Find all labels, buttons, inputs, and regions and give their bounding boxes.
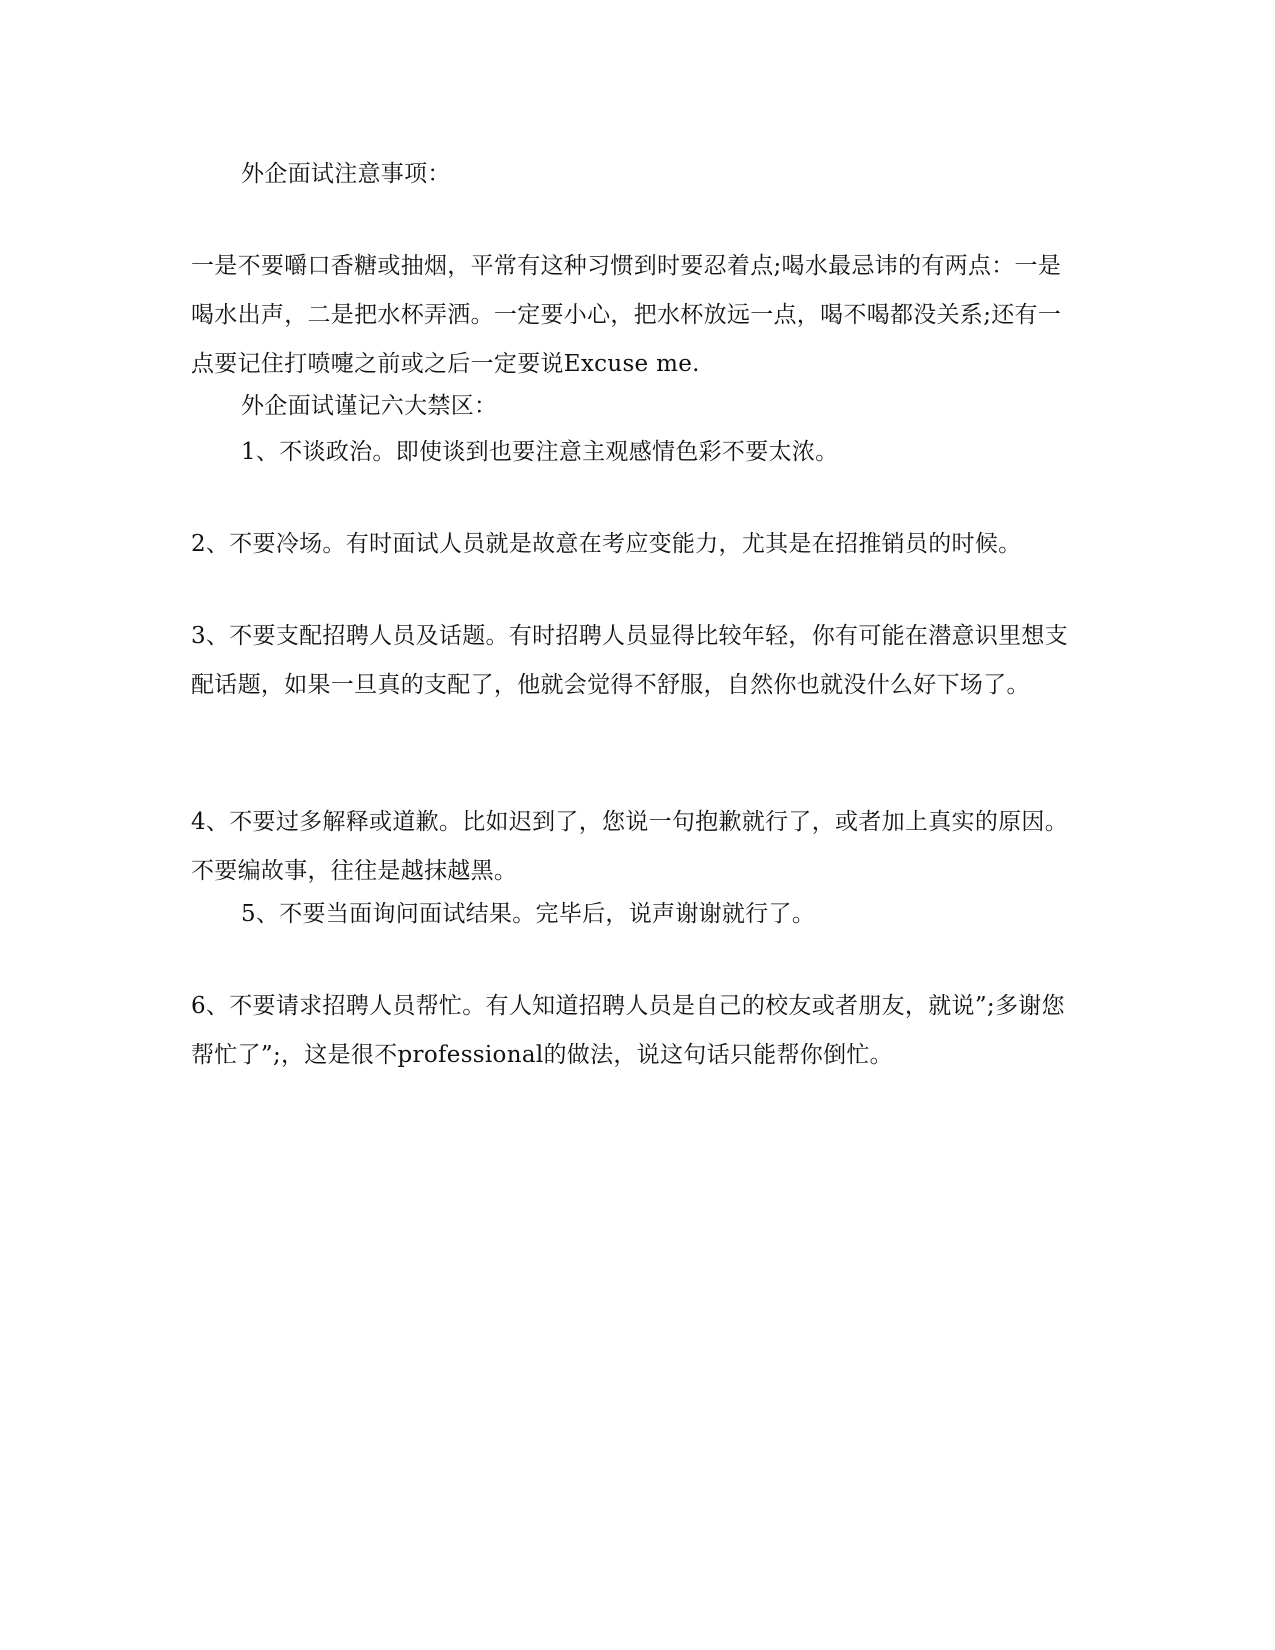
taboo-item-3: 3、不要支配招聘人员及话题。有时招聘人员显得比较年轻，你有可能在潜意识里想支配话题，如果一旦真的支配了，他就会觉得不舒服，自然你也就没什么好下场了。 — [191, 623, 1069, 698]
heading-six-taboos: 外企面试谨记六大禁区： — [241, 393, 498, 419]
taboo-item-4: 4、不要过多解释或道歉。比如迟到了，您说一句抱歉就行了，或者加上真实的原因。不要编故事，往往是越抹越黑。 — [191, 809, 1069, 884]
taboo-item-6: 6、不要请求招聘人员帮忙。有人知道招聘人员是自己的校友或者朋友，就说”;多谢您帮忙了”;，这是很不professional的做法，说这句话只能帮你倒忙。 — [191, 993, 1065, 1068]
taboo-item-5: 5、不要当面询问面试结果。完毕后，说声谢谢就行了。 — [241, 901, 816, 927]
paragraph-gum-smoking: 一是不要嚼口香糖或抽烟，平常有这种习惯到时要忍着点;喝水最忌讳的有两点：一是喝水出声，二是把水杯弄洒。一定要小心，把水杯放远一点，喝不喝都没关系;还有一点要记住打喷嚏之前或之后一定要说Excuse me. — [191, 253, 1062, 377]
taboo-item-1: 1、不谈政治。即使谈到也要注意主观感情色彩不要太浓。 — [241, 439, 839, 465]
heading-interview-notes: 外企面试注意事项： — [241, 161, 451, 187]
taboo-item-2: 2、不要冷场。有时面试人员就是故意在考应变能力，尤其是在招推销员的时候。 — [191, 531, 1022, 557]
